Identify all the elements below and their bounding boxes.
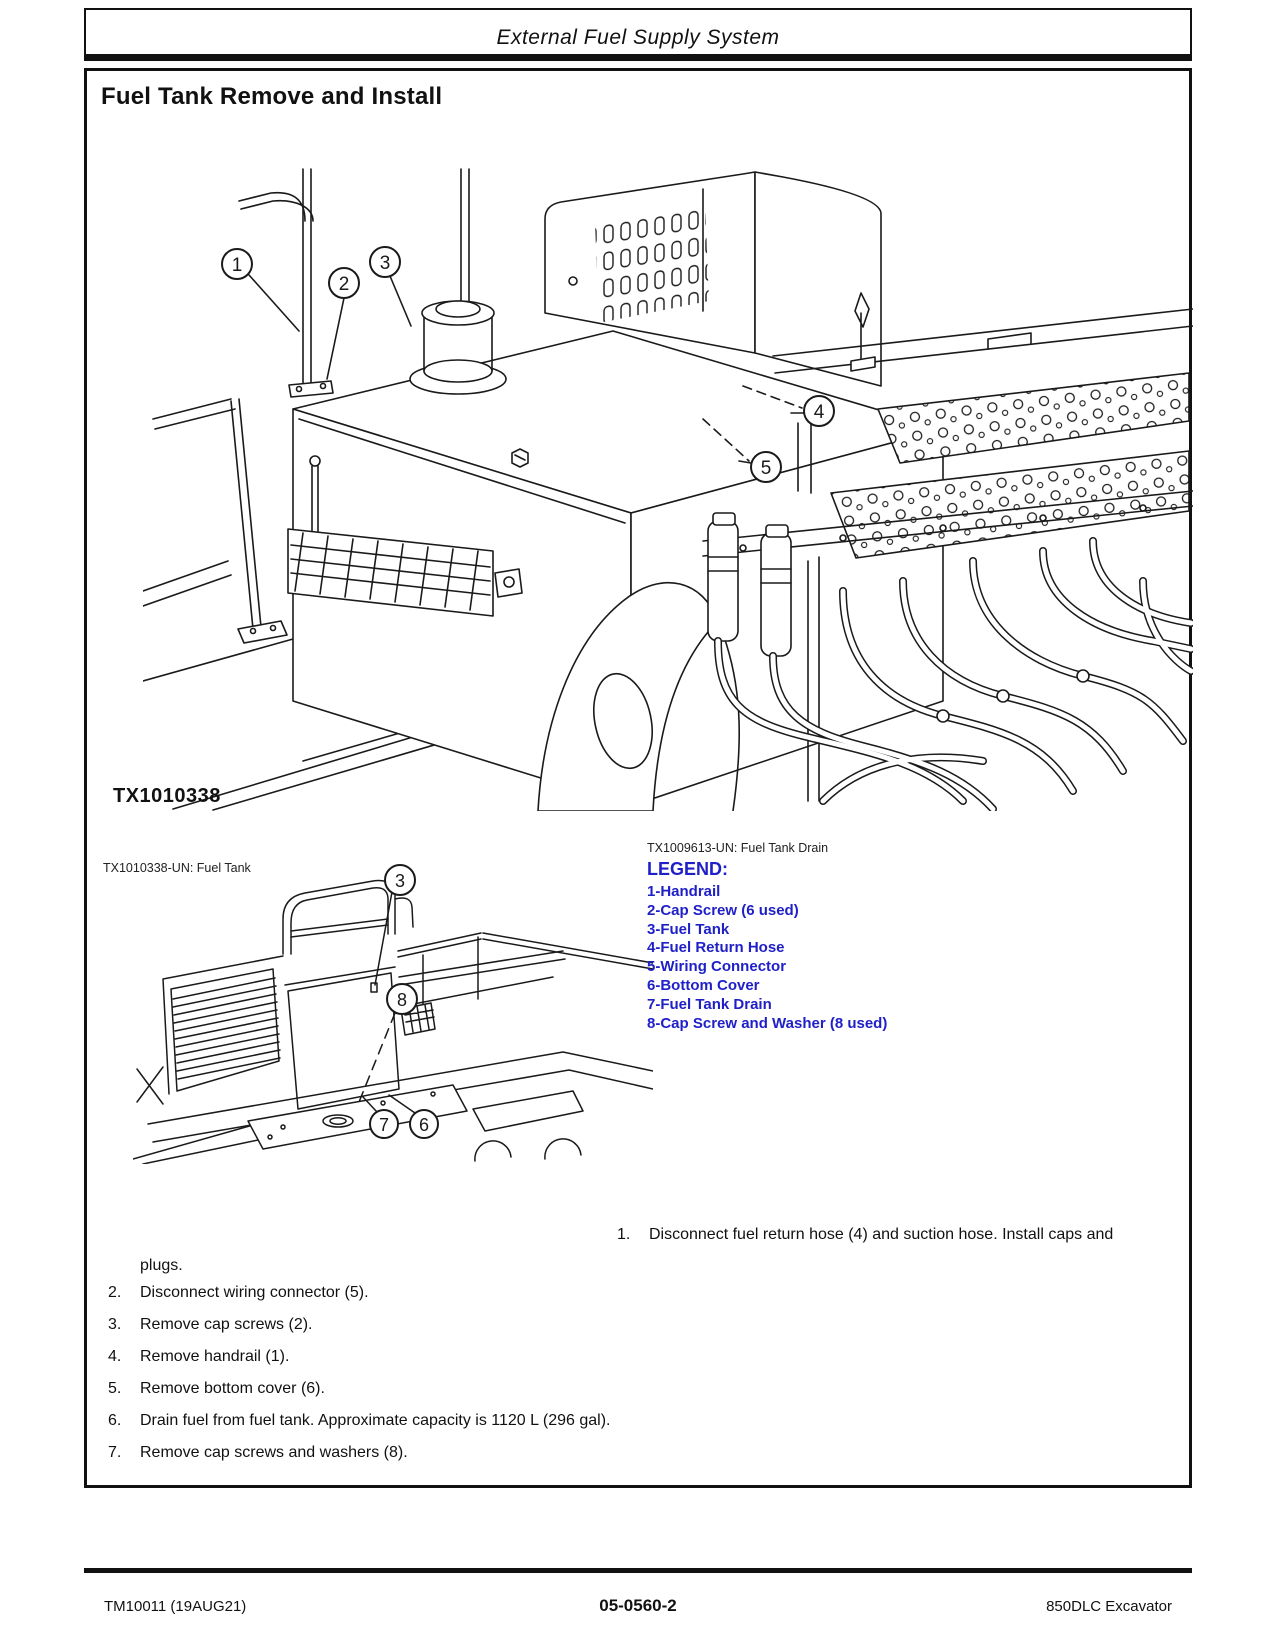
step-1	[617, 1226, 1113, 1244]
step-4-number: 4.	[108, 1348, 122, 1365]
callout-2-badge	[329, 268, 359, 298]
footer-model: 850DLC Excavator	[1046, 1598, 1172, 1615]
steps-list	[108, 1283, 1148, 1475]
step-1-number: 1.	[617, 1226, 631, 1243]
step-3-number: 3.	[108, 1316, 122, 1333]
svg-text:4: 4	[813, 402, 825, 423]
callout-4-badge	[804, 396, 834, 426]
step-4-text: Remove handrail (1).	[140, 1348, 290, 1365]
legend-item-4: 4-Fuel Return Hose	[647, 939, 785, 957]
svg-text:3: 3	[379, 253, 391, 274]
svg-text:6: 6	[418, 1115, 430, 1135]
legend-item-3: 3-Fuel Tank	[647, 920, 730, 938]
step-7-text: Remove cap screws and washers (8).	[140, 1444, 408, 1461]
callout-1-badge	[222, 249, 252, 279]
header-rule	[84, 56, 1192, 61]
legend-item-5: 5-Wiring Connector	[647, 958, 787, 976]
svg-text:3: 3	[394, 871, 406, 891]
step-5-number: 5.	[108, 1380, 122, 1397]
callout-5-badge	[751, 452, 781, 482]
callout-8-badge	[387, 984, 417, 1014]
legend-block	[647, 859, 887, 1033]
footer-page-number: 05-0560-2	[599, 1596, 677, 1615]
callout-3-badge	[370, 247, 400, 277]
step-5	[108, 1379, 1148, 1399]
figure1-id-label: TX1010338	[113, 785, 221, 807]
page-header-box	[84, 8, 1192, 56]
step-4	[108, 1347, 1148, 1367]
legend-heading: LEGEND:	[647, 859, 728, 879]
svg-text:5: 5	[760, 458, 772, 479]
callout-7-badge	[370, 1110, 398, 1138]
legend-item-2: 2-Cap Screw (6 used)	[647, 901, 799, 919]
step-2	[108, 1283, 1148, 1303]
figure-fuel-tank-illustration	[143, 161, 1193, 811]
step-6-number: 6.	[108, 1412, 122, 1429]
footer-rule	[84, 1568, 1192, 1573]
step-2-number: 2.	[108, 1284, 122, 1301]
figure2-caption: TX1009613-UN: Fuel Tank Drain	[647, 841, 829, 855]
svg-text:1: 1	[231, 255, 243, 276]
svg-text:2: 2	[338, 274, 350, 295]
legend-item-1: 1-Handrail	[647, 883, 721, 900]
step-1-text: Disconnect fuel return hose (4) and suction hose. Install caps and	[649, 1226, 1114, 1243]
step-1-continuation: plugs.	[140, 1257, 183, 1274]
step-6-text: Drain fuel from fuel tank. Approximate capacity is 1120 L (296 gal).	[140, 1412, 611, 1429]
footer	[84, 1596, 1192, 1616]
step-6	[108, 1411, 1148, 1431]
step-7-number: 7.	[108, 1444, 122, 1461]
legend-item-8: 8-Cap Screw and Washer (8 used)	[647, 1014, 888, 1032]
section-title: Fuel Tank Remove and Install	[101, 83, 443, 110]
content-box	[84, 68, 1192, 1488]
callout-3b-badge	[385, 865, 415, 895]
svg-text:7: 7	[378, 1115, 390, 1135]
figure1-caption: TX1010338-UN: Fuel Tank	[103, 861, 251, 875]
callout-6-badge	[410, 1110, 438, 1138]
footer-manual-number: TM10011 (19AUG21)	[104, 1598, 247, 1615]
step-3-text: Remove cap screws (2).	[140, 1316, 313, 1333]
step-3	[108, 1315, 1148, 1335]
page-header-title: External Fuel Supply System	[496, 26, 780, 49]
step-2-text: Disconnect wiring connector (5).	[140, 1284, 369, 1301]
step-5-text: Remove bottom cover (6).	[140, 1380, 325, 1397]
figure-fuel-tank-drain-illustration	[133, 859, 653, 1164]
legend-item-7: 7-Fuel Tank Drain	[647, 995, 772, 1013]
legend-item-6: 6-Bottom Cover	[647, 976, 760, 994]
svg-text:8: 8	[396, 990, 408, 1010]
step-7	[108, 1443, 1148, 1463]
